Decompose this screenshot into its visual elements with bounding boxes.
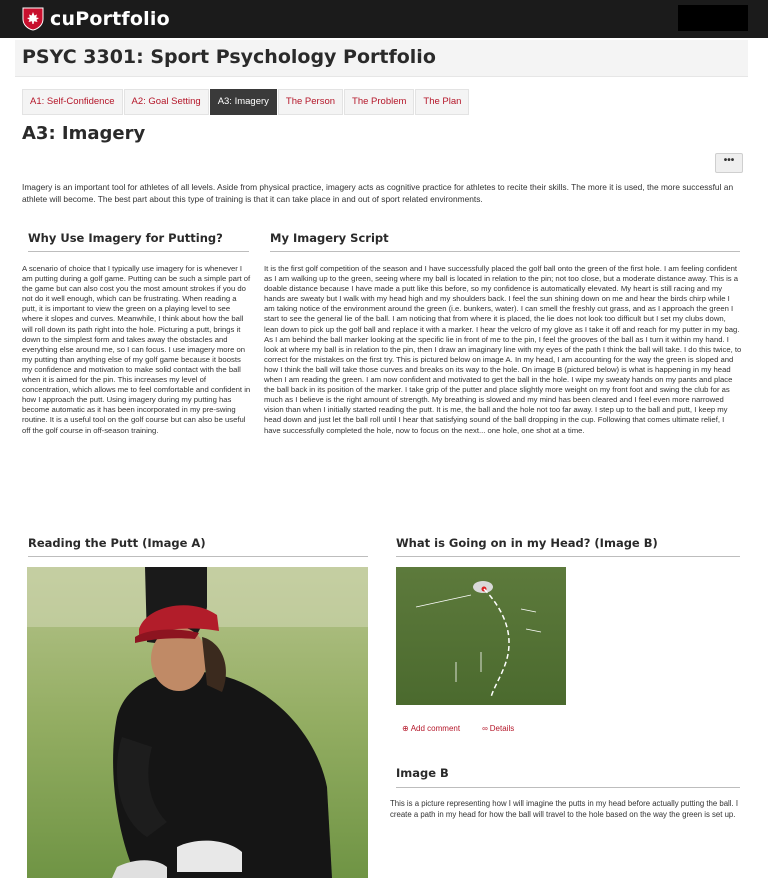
user-menu[interactable] [678,5,748,31]
add-comment-label: Add comment [410,724,461,733]
why-imagery-heading: Why Use Imagery for Putting? [28,231,249,252]
golfer-photo[interactable] [27,567,368,878]
app-logo[interactable] [22,6,170,32]
tab-bar [22,89,470,115]
tab-the-person[interactable]: The Person [278,89,343,115]
tab-a2-goal-setting[interactable]: A2: Goal Setting [124,89,209,115]
image-actions [402,724,514,733]
why-imagery-text: A scenario of choice that I typically use imagery for is whenever I am putting during a golf game. Putting can be such a simple part of the game but can also cost you the most amount strokes if you do not do it well enough, which can be frustrating. When reading a putt, it is important to view the green on a playing level to see where it slopes and curves. Meanwhile, I think about how the ball will roll down its path right into the hole. Picturing a putt, brings it down to the simplest form and takes away the obstacles and everything else around me, so I can focus. I use imagery more on my putting than anything else of my golf game because it boosts my confidence and motivation to make solid contact with the ball when it is aimed for the pin. This increases my level of concentration, which allows me to feel comfortable and confident in how I approach the putt. Using imagery during my putting has become automatic as it has been incorporated in my pre-swing routine. It is a useful tool on the golf course but can also be useful off the golf course in off-season training. [22,264,251,435]
green-diagram [396,567,566,705]
more-options-button[interactable]: ••• [715,153,743,173]
imagery-script-text: It is the first golf competition of the season and I have successfully placed the golf ball onto the green of the first hole. I am feeling confident as I am walking up to the green, seeing where my ball is located in relation to the pin; not too close, but a moderate distance away. This is a doable distance because I have made a putt like this before, so my confidence is automatically elevated. My heart is still racing and my hands are sweaty but I walk with my head high and my shoulders back. I feel the sun shining down on me and hear the birds chirp while I am taking notice of the environment around the green (i.e. bunkers, water). I can smell the freshly cut grass, and as I approach the green I start to see the general lie of the ball. I am noticing that from where it is placed, the lie does not look too difficult but I set my clubs down, lean down to pick up the golf ball and replace it with a marker. I hear the velcro of my glove as I take it off and reach for my putter in my bag. As I am behind the ball marker looking at the specific lie in front of me to the pin, I feel the grooves of the ball as I turn it within my hand. I look at where my ball is in relation to the pin, then I draw an imaginary line with my eyes of the path I think the ball will take. I do this twice, to correct for the mistakes on the first try. This is pictured below on image A. In my head, I am accounting for the way the green is sloped and how I think the ball will take those curves and breaks on its way to the hole. On image B (pictured below) is what is happening in my head when I am reading the green. I am now confident and motivated to get the ball in the hole. I wipe my sweaty hands on my pants and place the ball back in its position of the marker. I take grip of the putter and place slightly more weight on my front foot and swing the club for as much as I believe is the right amount of strength. My breathing is slowed and my mind has been cleared and I feel even more narrowed vision than when I initially started reading the putt. It is me, the ball and the hole not too far away. I step up to the ball and putt, I keep my head down and just let the ball roll until I hear that satisfying sound of the ball dropping in the cup. Following that comes ultimate relief, I have successfully completed the hole, now to focus on the next... one hole, one shot at a time. [264,264,742,435]
intro-text: Imagery is an important tool for athletes of all levels. Aside from physical practice, imagery acts as cognitive practice for athletes to recite their skills. The more it is used, the more successful an athlete will become. The best part about this type of training is that it can take place in and out of sport related environments. [22,182,734,205]
imagery-script-heading: My Imagery Script [270,231,740,252]
details-label: Details [489,724,515,733]
tab-the-problem[interactable]: The Problem [344,89,414,115]
putt-diagram-image[interactable] [396,567,566,705]
tab-the-plan[interactable]: The Plan [415,89,469,115]
link-icon: ∞ [482,724,488,733]
app-name: cuPortfolio [50,8,170,30]
tab-a1-self-confidence[interactable]: A1: Self-Confidence [22,89,123,115]
section-title: A3: Imagery [22,123,146,144]
page-title: PSYC 3301: Sport Psychology Portfolio [22,46,436,68]
golfer-image [27,567,368,878]
page-header [15,40,748,77]
add-comment-link[interactable] [402,724,460,733]
image-b-heading: Image B [396,766,740,788]
in-my-head-heading: What is Going on in my Head? (Image B) [396,536,740,557]
tab-a3-imagery[interactable]: A3: Imagery [210,89,277,115]
image-b-text: This is a picture representing how I will imagine the putts in my head before actually putting the ball. I create a path in my head for how the ball will travel to the hole based on the way the green is set up. [390,799,739,820]
reading-putt-heading: Reading the Putt (Image A) [28,536,368,557]
plus-circle-icon: ⊕ [402,724,409,733]
crest-icon [22,7,44,31]
top-bar [0,0,768,38]
details-link[interactable] [482,724,514,733]
